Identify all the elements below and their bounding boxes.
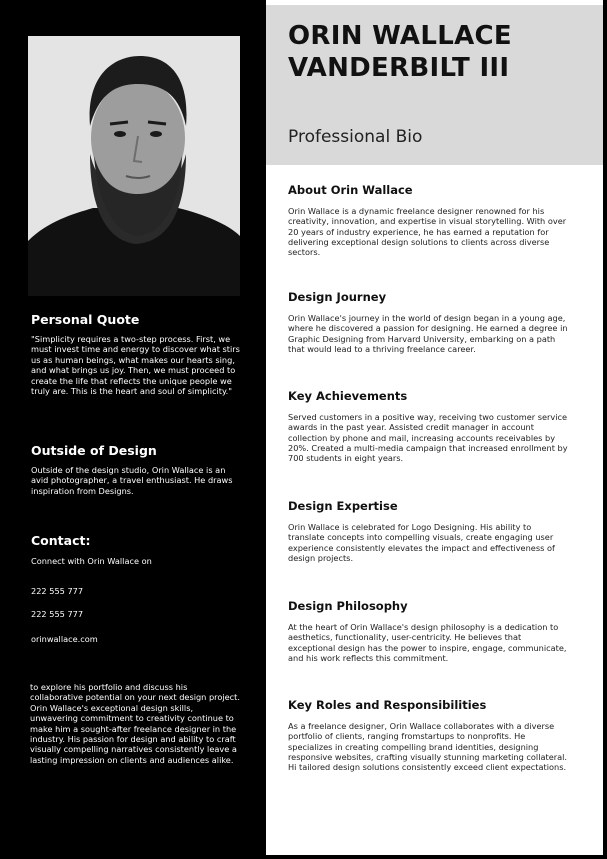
section-text: Orin Wallace is a dynamic freelance designer renowned for his creativity, innovation, and expertise in visual storytelling. With over 20 years of industry experience, he has earned a reputation for delivering exceptional design solutions to clients across diverse sectors.	[288, 206, 567, 258]
page-subtitle: Professional Bio	[288, 127, 423, 147]
person-name	[288, 20, 598, 84]
contact-intro: Connect with Orin Wallace on	[31, 556, 152, 566]
person-name-line-2: VANDERBILT III	[288, 53, 510, 83]
right-column	[266, 0, 603, 855]
section-heading: About Orin Wallace	[288, 183, 413, 197]
section-heading: Key Roles and Responsibilities	[288, 698, 487, 712]
portrait-photo	[28, 36, 240, 296]
section-design-philosophy	[288, 599, 570, 663]
contact-phone-2[interactable]: 222 555 777	[31, 609, 84, 619]
personal-quote-section	[31, 312, 241, 396]
section-key-roles	[288, 698, 570, 772]
section-text: Orin Wallace's journey in the world of design began in a young age, where he discovered a passion for designing. He earned a degree in Graphic Designing from Harvard University, embarking on a path that would lead to a thriving freelance career.	[288, 313, 568, 354]
section-text: Orin Wallace is celebrated for Logo Designing. His ability to translate concepts into compelling visuals, create engaging user experience consistently elevates the impact and effectiveness of design projects.	[288, 522, 555, 563]
contact-heading: Contact:	[31, 533, 91, 548]
section-heading: Design Journey	[288, 290, 387, 304]
contact-section	[31, 533, 241, 555]
personal-quote-heading: Personal Quote	[31, 312, 140, 327]
outside-design-section	[31, 443, 241, 496]
contact-phone-1[interactable]: 222 555 777	[31, 586, 84, 596]
section-key-achievements	[288, 389, 570, 463]
closing-text-p2: Orin Wallace's exceptional design skills, unwavering commitment to creativity continue to make him a sought-after freelance designer in the industry. His passion for design and ability to craft visually compelling narratives consistently leave a lasting impression on clients and audiences alike.	[30, 702, 237, 765]
section-text: At the heart of Orin Wallace's design philosophy is a dedication to aesthetics, functionality, user-centricity. He believes that exceptional design has the power to inspire, engage, communicate, and his work reflects this commitment.	[288, 622, 567, 663]
section-text: Served customers in a positive way, receiving two customer service awards in the past year. Assisted credit manager in account collection by phone and mail, increasing accounts receivables by 20%. Created a multi-media campaign that increased enrollment by 700 students in eight years.	[288, 412, 568, 464]
closing-text-p1: to explore his portfolio and discuss his collaborative potential on your next design project.	[30, 682, 240, 703]
outside-design-heading: Outside of Design	[31, 443, 157, 458]
section-about	[288, 183, 570, 257]
section-design-journey	[288, 290, 570, 354]
personal-quote-text: "Simplicity requires a two-step process. First, we must invest time and energy to discover what stirs us as human beings, what makes our hearts sing, and what brings us joy. Then, we must proceed to create the life that reflects the unique people we truly are. This is the heart and soul of simplicity."	[31, 334, 240, 397]
section-heading: Design Expertise	[288, 499, 398, 513]
outside-design-text: Outside of the design studio, Orin Wallace is an avid photographer, a travel enthusiast. He draws inspiration from Designs.	[31, 465, 233, 496]
section-heading: Key Achievements	[288, 389, 408, 403]
closing-text	[30, 682, 242, 765]
contact-website[interactable]: orinwallace.com	[31, 634, 98, 644]
section-heading: Design Philosophy	[288, 599, 408, 613]
person-name-line-1: ORIN WALLACE	[288, 21, 512, 51]
section-text: As a freelance designer, Orin Wallace collaborates with a diverse portfolio of clients, ranging fromstartups to nonprofits. He specializes in creating compelling brand identities, designing responsive websites, crafting visually stunning marketing collateral. Hi tailored design solutions consistently exceed client expectations.	[288, 721, 567, 773]
section-design-expertise	[288, 499, 570, 563]
